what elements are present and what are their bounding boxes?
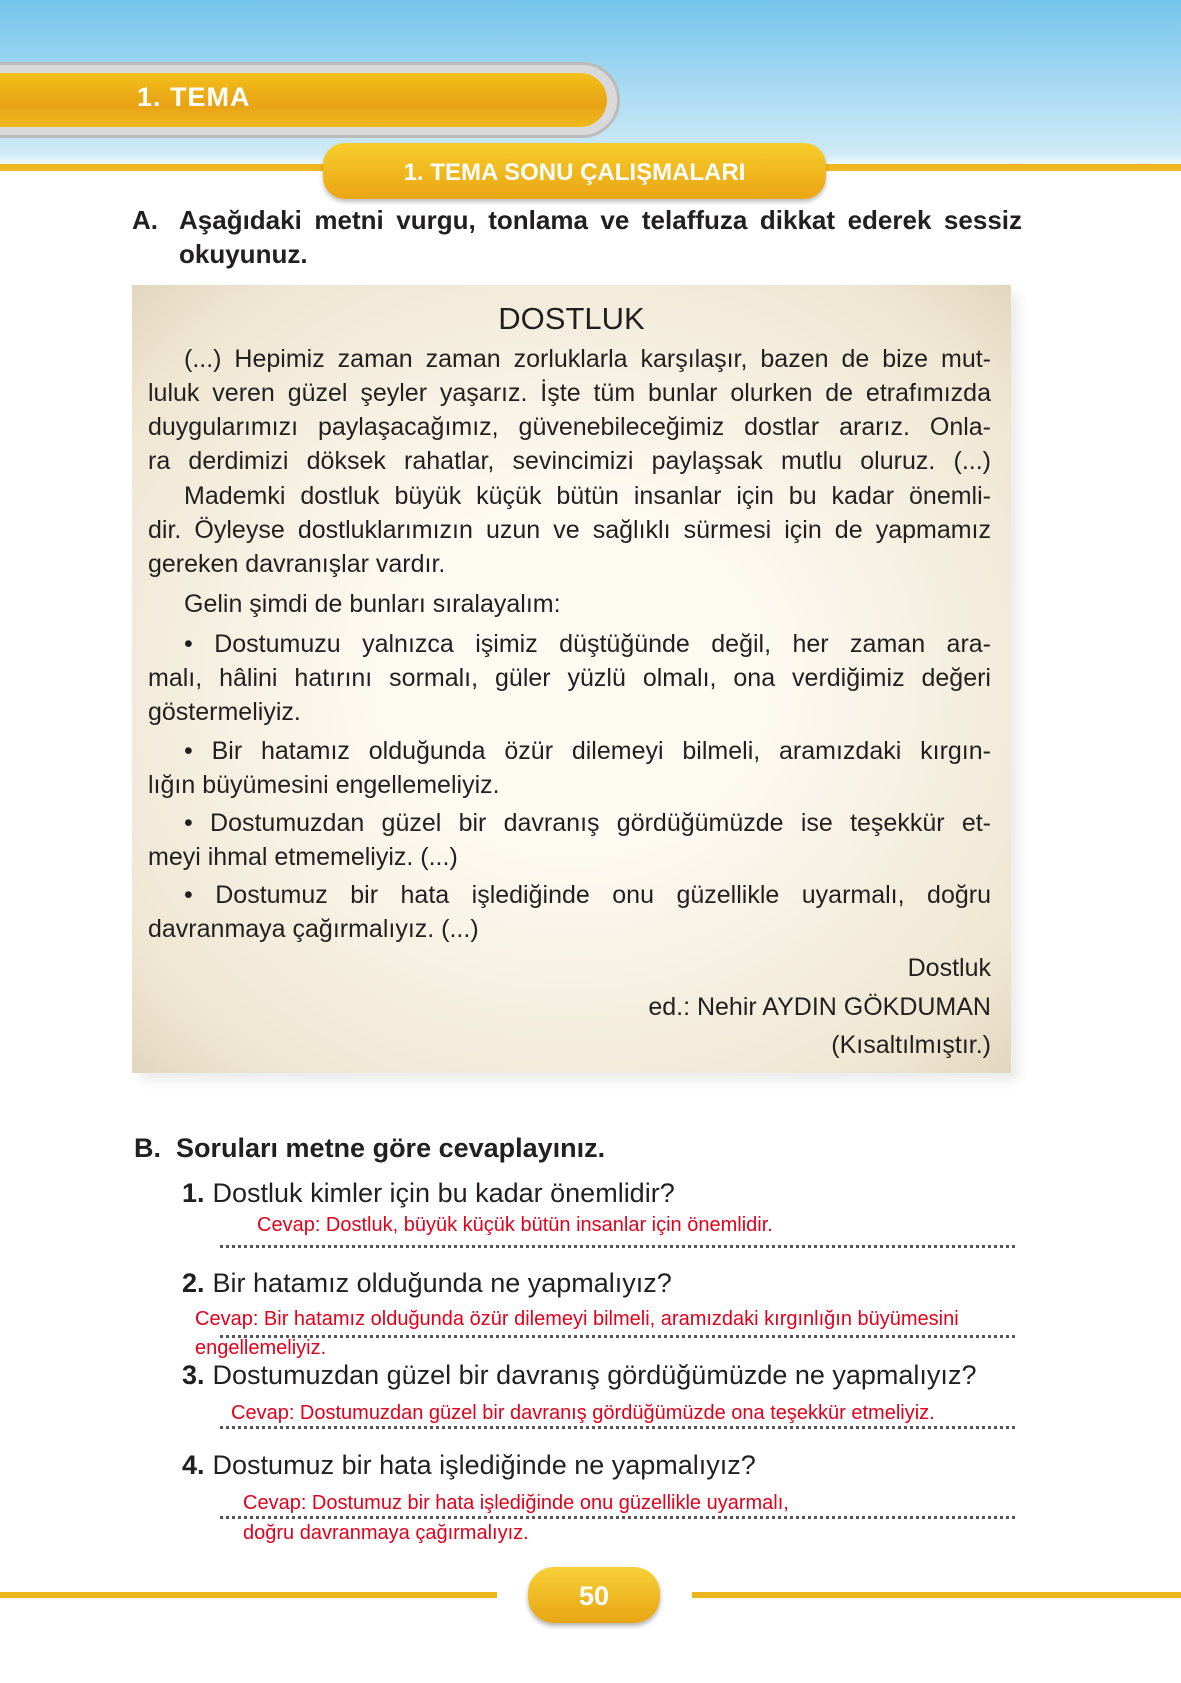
answer-line <box>220 1426 1015 1429</box>
text-line: dir. Öyleyse dostluklarımızın uzun ve sağlıklı sürmesi için de yapmamız <box>148 516 991 544</box>
reading-text-box <box>132 285 1011 1073</box>
section-title: 1. TEMA SONU ÇALIŞMALARI <box>323 143 826 199</box>
part-b-instruction: Soruları metne göre cevaplayınız. <box>176 1133 606 1163</box>
theme-banner <box>0 62 620 138</box>
question-3 <box>182 1360 976 1391</box>
text-line: • Dostumuz bir hata işlediğinde onu güzellikle uyarmalı, doğru <box>184 881 991 909</box>
question-number: 1. <box>182 1178 205 1208</box>
question-2 <box>182 1268 672 1299</box>
question-number: 3. <box>182 1360 205 1390</box>
text-line: malı, hâlini hatırını sormalı, güler yüzlü olmalı, ona verdiğimiz değeri <box>148 664 991 692</box>
text-line: göstermeliyiz. <box>148 698 301 726</box>
text-line: lığın büyümesini engellemeliyiz. <box>148 771 500 799</box>
answer-2-cont: engellemeliyiz. <box>195 1337 327 1359</box>
text-line: Gelin şimdi de bunları sıralayalım: <box>184 590 561 618</box>
question-text: Dostumuzdan güzel bir davranış gördüğümüzde ne yapmalıyız? <box>212 1360 977 1390</box>
answer-4: Cevap: Dostumuz bir hata işlediğinde onu güzellikle uyarmalı, <box>243 1492 789 1514</box>
question-1 <box>182 1178 675 1209</box>
text-line: gereken davranışlar vardır. <box>148 550 446 578</box>
answer-3: Cevap: Dostumuzdan güzel bir davranış gördüğümüzde ona teşekkür etmeliyiz. <box>231 1402 935 1424</box>
question-4 <box>182 1450 756 1481</box>
answer-line <box>220 1335 1015 1338</box>
part-b-letter: B. <box>134 1133 161 1163</box>
page-number: 50 <box>528 1567 660 1623</box>
question-number: 4. <box>182 1450 205 1480</box>
part-a-heading <box>132 203 1022 271</box>
divider <box>0 164 330 171</box>
footer-line <box>0 1592 497 1598</box>
answer-line <box>220 1245 1015 1248</box>
question-text: Dostluk kimler için bu kadar önemlidir? <box>212 1178 675 1208</box>
answer-line <box>220 1516 1015 1519</box>
part-a-instruction: Aşağıdaki metni vurgu, tonlama ve telaffuza dikkat ederek sessiz okuyunuz. <box>179 205 1022 269</box>
text-line: (...) Hepimiz zaman zaman zorluklarla karşılaşır, bazen de bize mut- <box>184 345 991 373</box>
text-line: meyi ihmal etmemeliyiz. (...) <box>148 843 458 871</box>
part-b-heading <box>134 1133 605 1164</box>
text-line: Mademki dostluk büyük küçük bütün insanlar için bu kadar önemli- <box>184 482 991 510</box>
text-title: DOSTLUK <box>498 301 645 336</box>
question-text: Bir hatamız olduğunda ne yapmalıyız? <box>212 1268 672 1298</box>
answer-2: Cevap: Bir hatamız olduğunda özür dilemeyi bilmeli, aramızdaki kırgınlığın büyümesini <box>195 1308 959 1330</box>
footer-line <box>692 1592 1181 1598</box>
part-a-letter: A. <box>132 205 158 235</box>
source-editor: ed.: Nehir AYDIN GÖKDUMAN <box>648 993 991 1021</box>
text-line: • Dostumuzdan güzel bir davranış gördüğümüzde ise teşekkür et- <box>184 809 991 837</box>
divider <box>820 164 1181 171</box>
text-line: davranmaya çağırmalıyız. (...) <box>148 915 479 943</box>
text-line: • Bir hatamız olduğunda özür dilemeyi bilmeli, aramızdaki kırgın- <box>184 737 991 765</box>
source-note: (Kısaltılmıştır.) <box>831 1031 991 1059</box>
answer-4-cont: doğru davranmaya çağırmalıyız. <box>243 1522 529 1544</box>
answer-1: Cevap: Dostluk, büyük küçük bütün insanlar için önemlidir. <box>257 1214 773 1236</box>
text-line: ra derdimizi döksek rahatlar, sevincimizi paylaşsak mutlu oluruz. (...) <box>148 447 991 475</box>
text-line: luluk veren güzel şeyler yaşarız. İşte tüm bunlar olurken de etrafımızda <box>148 379 991 407</box>
text-line: duygularımızı paylaşacağımız, güvenebileceğimiz dostlar ararız. Onla- <box>148 413 991 441</box>
question-text: Dostumuz bir hata işlediğinde ne yapmalıyız? <box>212 1450 756 1480</box>
source-title: Dostluk <box>907 954 991 982</box>
theme-title: 1. TEMA <box>137 82 251 112</box>
question-number: 2. <box>182 1268 205 1298</box>
text-line: • Dostumuzu yalnızca işimiz düştüğünde değil, her zaman ara- <box>184 630 991 658</box>
